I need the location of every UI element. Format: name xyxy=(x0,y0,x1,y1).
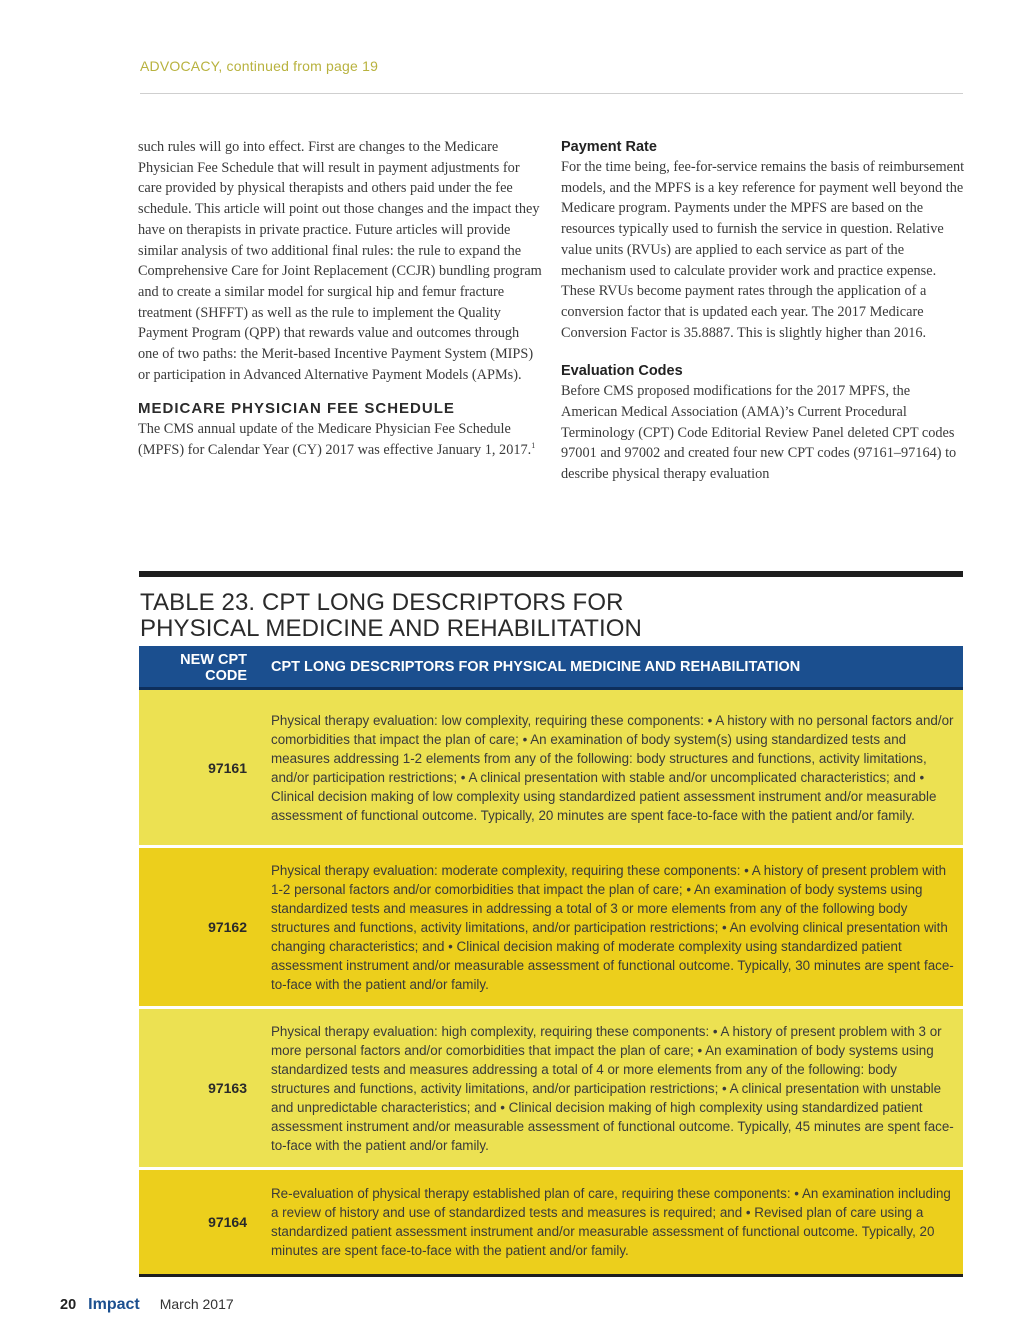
evaluation-codes-paragraph: Before CMS proposed modifications for the 2017 MPFS, the American Medical Association (AMA)’s Current Procedural Terminology (CPT) Code Editorial Review Panel deleted CPT codes 97001 and 97002 and created four new CPT codes (97161–97164) to describe physical therapy evaluation xyxy=(561,383,957,483)
footnote-marker: 1 xyxy=(531,441,536,451)
issue-date: March 2017 xyxy=(159,1296,234,1312)
section-heading: MEDICARE PHYSICIAN FEE SCHEDULE xyxy=(138,400,455,418)
table-header-row xyxy=(139,646,963,690)
table-row xyxy=(139,1009,963,1170)
cpt-descriptor: Physical therapy evaluation: low complexity, requiring these components: • A history with no personal factors and/or comorbidities that impact the plan of care; • An examination of body system(s) using standardized tests and measures addressing 1-2 elements from any of the following: body structures and functions, activity limitations, and/or participation restrictions; • A clinical presentation with stable and/or uncomplicated characteristics; and • Clinical decision making of low complexity using standardized patient assessment instrument and/or measurable assessment of functional outcome. Typically, 20 minutes are spent face-to-face with the patient and/or family. xyxy=(271,712,954,823)
table-title-line2: PHYSICAL MEDICINE AND REHABILITATION xyxy=(140,615,642,642)
table-title xyxy=(140,590,960,642)
cpt-code: 97161 xyxy=(208,759,247,776)
table-bottom-rule xyxy=(139,1274,963,1277)
page-number: 20 xyxy=(60,1297,77,1313)
header-desc-cell: CPT LONG DESCRIPTORS FOR PHYSICAL MEDICINE AND REHABILITATION xyxy=(271,658,801,675)
cpt-descriptor: Re-evaluation of physical therapy established plan of care, requiring these components: • An examination including a review of history and use of standardized tests and measures is required; and • Revised plan of care using a standardized patient assessment instrument and/or measurable assessment of functional outcome. Typically, 20 minutes are spent face-to-face with the patient and/or family. xyxy=(271,1186,951,1258)
cpt-descriptor: Physical therapy evaluation: high complexity, requiring these components: • A history of present problem with 3 or more personal factors and/or comorbidities that impact the plan of care; • An examination of body systems using standardized tests and measures addressing a total of 4 or more elements from any of the following: body structures and functions, activity limitations, and/or participation restrictions; • A clinical presentation with unstable and unpredictable characteristics; and • Clinical decision making of high complexity using standardized patient assessment instrument and/or measurable assessment of functional outcome. Typically, 45 minutes are spent face-to-face with the patient and/or family. xyxy=(271,1023,954,1153)
cpt-code: 97162 xyxy=(208,919,247,935)
running-header xyxy=(140,58,963,94)
cpt-table xyxy=(139,646,963,1277)
table-row xyxy=(139,1170,963,1274)
payment-rate-heading: Payment Rate xyxy=(561,139,657,155)
running-head-text: ADVOCACY, continued from page 19 xyxy=(140,58,379,74)
section-paragraph xyxy=(138,419,542,460)
table-top-rule xyxy=(139,571,963,577)
cpt-code: 97164 xyxy=(208,1214,247,1230)
header-code-line2: CODE xyxy=(205,668,247,684)
header-code-line1: NEW CPT xyxy=(180,652,247,668)
payment-rate-paragraph: For the time being, fee-for-service remains the basis of reimbursement models, and the MPFS is a key reference for payment well beyond the Medicare program. Payments under the MPFS are based on the resources typically used to furnish the service in question. Relative value units (RVUs) are applied to each service as part of the mechanism used to calculate provider work and practice expense. These RVUs become payment rates through the application of a conversion factor that is updated each year. The 2017 Medicare Conversion Factor is 35.8887. This is slightly higher than 2016. xyxy=(561,159,965,341)
cpt-code: 97163 xyxy=(208,1080,247,1096)
page-footer xyxy=(60,1296,234,1314)
cpt-descriptor: Physical therapy evaluation: moderate complexity, requiring these components: • A history of present problem with 1-2 personal factors and/or comorbidities that impact the plan of care; • An examination of body systems using standardized tests and measures in addressing a total of 3 or more elements from any of the following body structures and functions, activity limitations, and/or participation restrictions; • An evolving clinical presentation with changing characteristics; and • Clinical decision making of moderate complexity using standardized patient assessment instrument and/or measurable assessment of functional outcome. Typically, 30 minutes are spent face-to-face with the patient and/or family. xyxy=(271,862,954,992)
magazine-name: Impact xyxy=(88,1296,140,1313)
left-column xyxy=(138,137,542,461)
evaluation-codes-heading: Evaluation Codes xyxy=(561,363,683,380)
section-paragraph-text: The CMS annual update of the Medicare Physician Fee Schedule (MPFS) for Calendar Year (CY) 2017 was effective January 1, 2017. xyxy=(138,421,532,459)
intro-paragraph: such rules will go into effect. First are changes to the Medicare Physician Fee Schedule that will result in payment adjustments for care provided by physical therapists and others paid under the fee schedule. This article will point out those changes and the impact they have on therapists in private practice. Future articles will provide similar analysis of two additional final rules: the rule to expand the Comprehensive Care for Joint Replacement (CCJR) bundling program and to create a similar model for surgical hip and femur fracture treatment (SHFFT) as well as the rule to implement the Quality Payment Program (QPP) that rewards value and outcomes through one of two paths: the Merit-based Incentive Payment System (MIPS) or participation in Advanced Alternative Payment Models (APMs). xyxy=(138,139,542,383)
table-row xyxy=(139,690,963,848)
header-code-cell xyxy=(139,646,259,687)
right-column xyxy=(561,137,965,485)
table-row xyxy=(139,848,963,1009)
table-title-line1: TABLE 23. CPT LONG DESCRIPTORS FOR xyxy=(140,589,624,616)
